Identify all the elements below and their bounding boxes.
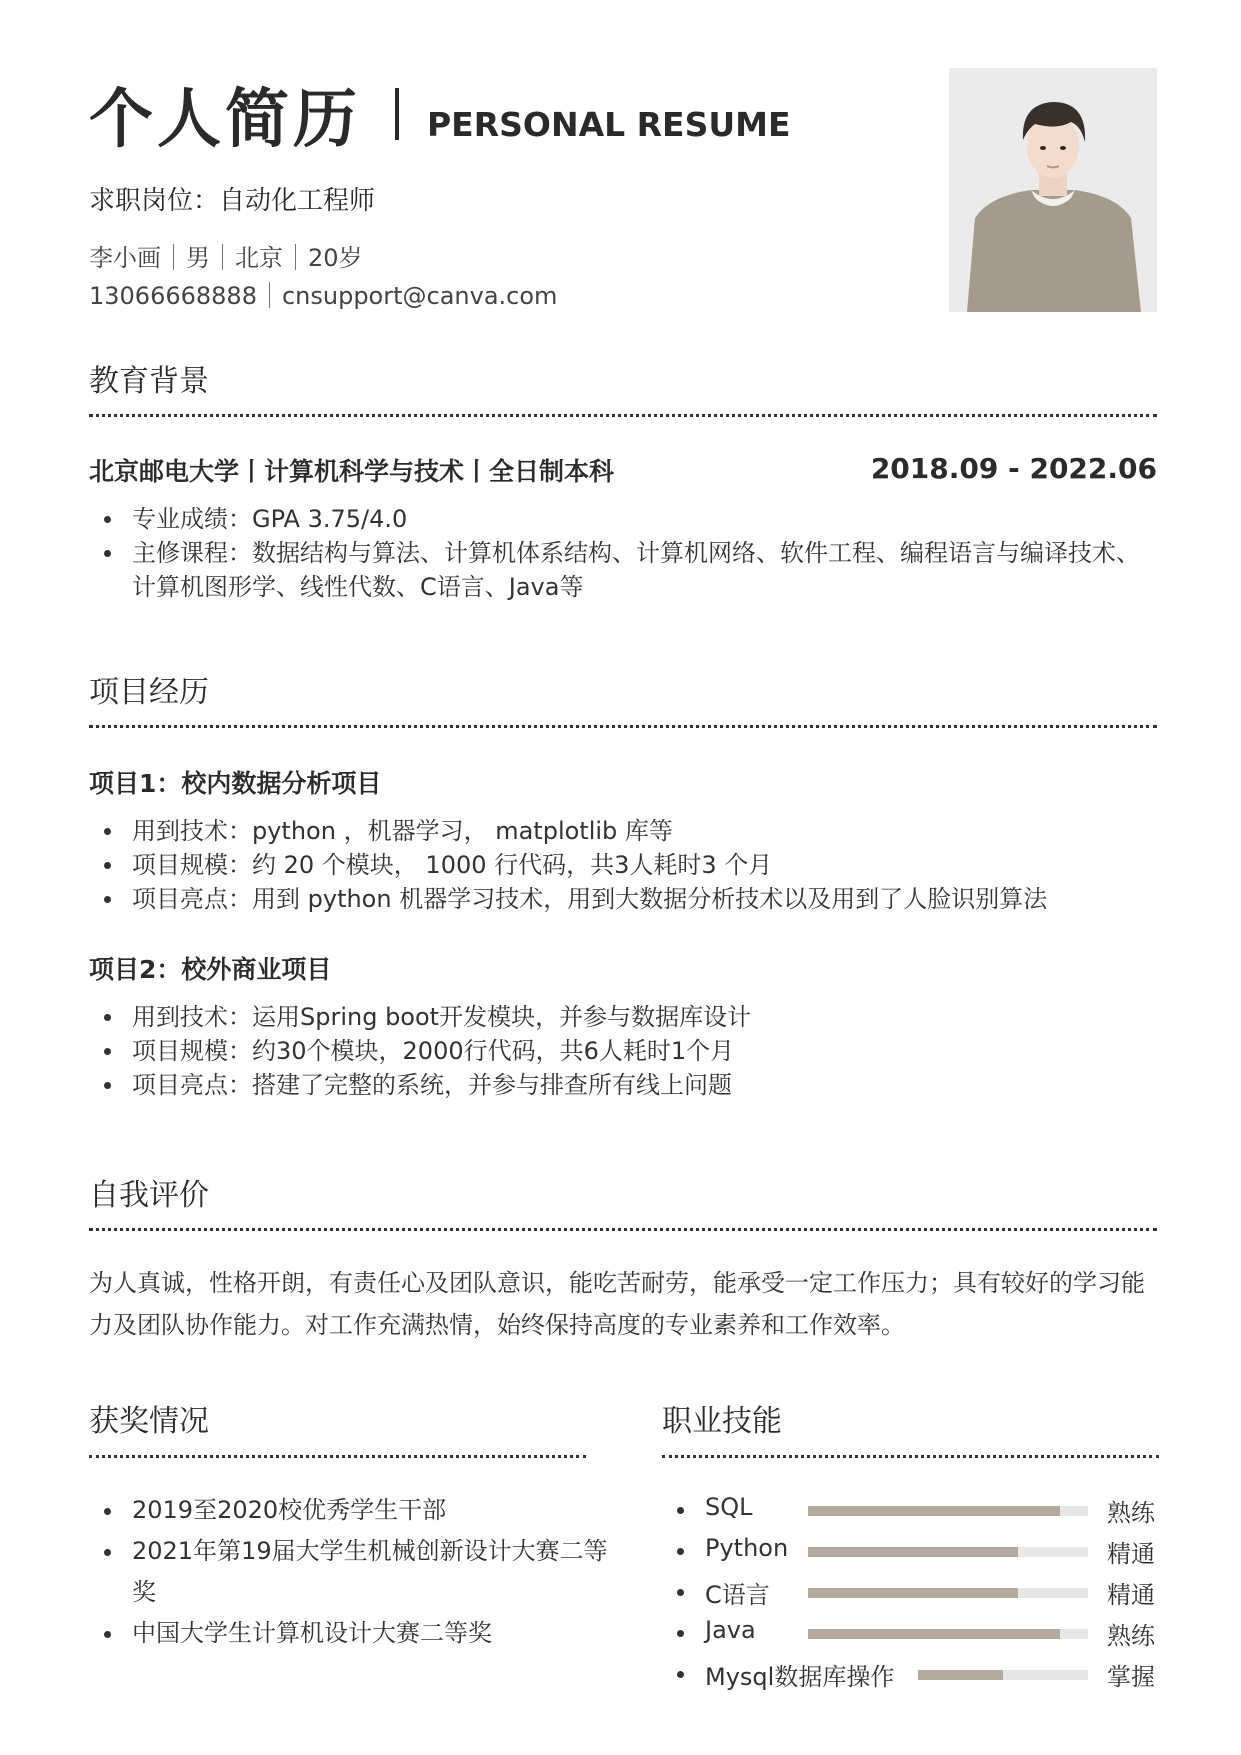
skill-level: 掌握 bbox=[1107, 1663, 1155, 1691]
separator bbox=[295, 244, 296, 270]
skill-bar-fill bbox=[808, 1547, 1018, 1557]
separator bbox=[269, 282, 270, 308]
project-title: 项目2：校外商业项目 bbox=[89, 955, 332, 984]
contact-info bbox=[89, 282, 557, 310]
skill-level: 精通 bbox=[1107, 1581, 1155, 1609]
skill-bar bbox=[808, 1547, 1088, 1557]
personal-info bbox=[89, 238, 363, 273]
section-title-skills: 职业技能 bbox=[662, 1404, 782, 1439]
project-list bbox=[89, 814, 1157, 916]
self-eval-text: 为人真诚，性格开朗，有责任心及团队意识，能吃苦耐劳，能承受一定工作压力；具有较好的学习能力及团队协作能力。对工作充满热情，始终保持高度的专业素养和工作效率。 bbox=[89, 1269, 1145, 1339]
section-title-education: 教育背景 bbox=[89, 364, 209, 399]
separator bbox=[173, 244, 174, 270]
bullet-icon bbox=[677, 1589, 684, 1596]
list-item: 用到技术：运用Spring boot开发模块，并参与数据库设计 bbox=[89, 1000, 1157, 1034]
skill-name: Mysql数据库操作 bbox=[705, 1663, 895, 1691]
title-row bbox=[89, 68, 791, 160]
skill-item bbox=[662, 1654, 1159, 1695]
skill-name: SQL bbox=[705, 1493, 753, 1521]
divider-projects bbox=[89, 725, 1157, 728]
portrait-illustration bbox=[949, 68, 1157, 312]
list-item: 用到技术：python ，机器学习， matplotlib 库等 bbox=[89, 814, 1157, 848]
section-title-awards: 获奖情况 bbox=[89, 1404, 209, 1439]
age: 20岁 bbox=[308, 244, 363, 272]
skill-name: C语言 bbox=[705, 1581, 770, 1609]
skills-list bbox=[662, 1490, 1159, 1695]
skill-level: 精通 bbox=[1107, 1540, 1155, 1568]
skill-bar-fill bbox=[808, 1629, 1060, 1639]
page-title: 个人简历 bbox=[89, 83, 361, 157]
name: 李小画 bbox=[89, 244, 161, 272]
separator bbox=[222, 244, 223, 270]
skill-bar-fill bbox=[808, 1588, 1018, 1598]
skill-bar bbox=[918, 1670, 1088, 1680]
avatar bbox=[949, 68, 1157, 312]
awards-list bbox=[89, 1490, 609, 1654]
skill-item bbox=[662, 1572, 1159, 1613]
skill-bar-fill bbox=[808, 1506, 1060, 1516]
skill-item bbox=[662, 1613, 1159, 1654]
divider-skills bbox=[662, 1455, 1159, 1458]
phone: 13066668888 bbox=[89, 282, 257, 310]
gender: 男 bbox=[186, 244, 210, 272]
list-item: 项目规模：约30个模块，2000行代码，共6人耗时1个月 bbox=[89, 1034, 1157, 1068]
education-list bbox=[89, 502, 1157, 604]
bullet-icon bbox=[677, 1507, 684, 1514]
project-list bbox=[89, 1000, 1157, 1102]
list-item: 中国大学生计算机设计大赛二等奖 bbox=[89, 1613, 609, 1654]
job-target: 求职岗位：自动化工程师 bbox=[89, 186, 376, 216]
title-divider bbox=[395, 88, 399, 140]
list-item: 主修课程：数据结构与算法、计算机体系结构、计算机网络、软件工程、编程语言与编译技术、计算机图形学、线性代数、C语言、Java等 bbox=[89, 536, 1157, 604]
list-item: 项目亮点：用到 python 机器学习技术，用到大数据分析技术以及用到了人脸识别算法 bbox=[89, 882, 1157, 916]
skill-bar bbox=[808, 1506, 1088, 1516]
skill-name: Python bbox=[705, 1534, 789, 1562]
page-subtitle: PERSONAL RESUME bbox=[427, 104, 791, 144]
skill-bar-fill bbox=[918, 1670, 1003, 1680]
section-title-self-eval: 自我评价 bbox=[89, 1178, 209, 1213]
education-heading: 北京邮电大学丨计算机科学与技术丨全日制本科 bbox=[89, 457, 615, 486]
section-title-projects: 项目经历 bbox=[89, 675, 209, 710]
skill-name: Java bbox=[705, 1616, 756, 1644]
skill-item bbox=[662, 1490, 1159, 1531]
list-item: 项目规模：约 20 个模块， 1000 行代码，共3人耗时3 个月 bbox=[89, 848, 1157, 882]
email: cnsupport@canva.com bbox=[281, 282, 558, 310]
list-item: 专业成绩：GPA 3.75/4.0 bbox=[89, 502, 1157, 536]
city: 北京 bbox=[235, 244, 283, 272]
bullet-icon bbox=[677, 1548, 684, 1555]
bullet-icon bbox=[677, 1630, 684, 1637]
skill-bar bbox=[808, 1629, 1088, 1639]
skill-bar bbox=[808, 1588, 1088, 1598]
list-item: 项目亮点：搭建了完整的系统，并参与排查所有线上问题 bbox=[89, 1068, 1157, 1102]
education-dates: 2018.09 - 2022.06 bbox=[870, 452, 1157, 485]
skill-item bbox=[662, 1531, 1159, 1572]
skill-level: 熟练 bbox=[1107, 1622, 1155, 1650]
list-item: 2021年第19届大学生机械创新设计大赛二等奖 bbox=[89, 1531, 609, 1613]
list-item: 2019至2020校优秀学生干部 bbox=[89, 1490, 609, 1531]
divider-self-eval bbox=[89, 1228, 1157, 1231]
divider-education bbox=[89, 414, 1157, 417]
divider-awards bbox=[89, 1455, 586, 1458]
bullet-icon bbox=[677, 1671, 684, 1678]
skill-level: 熟练 bbox=[1107, 1499, 1155, 1527]
project-title: 项目1：校内数据分析项目 bbox=[89, 769, 382, 798]
